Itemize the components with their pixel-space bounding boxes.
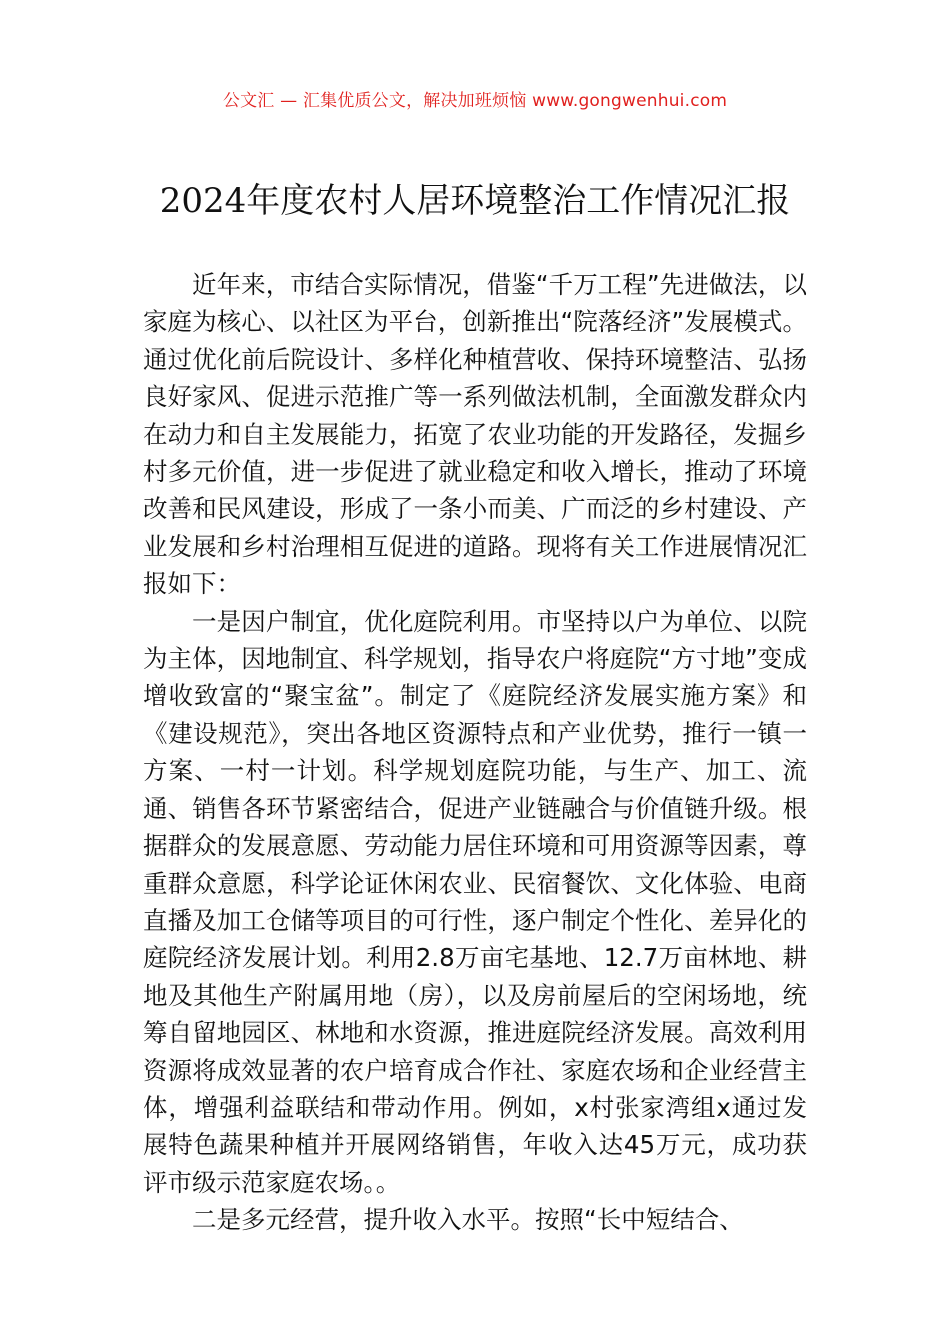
- body-paragraph-section-1: 一是因户制宜，优化庭院利用。市坚持以户为单位、以院为主体，因地制宜、科学规划，指导农户将庭院“方寸地”变成增收致富的“聚宝盆”。制定了《庭院经济发展实施方案》和《建设规范》，突出各地区资源特点和产业优势，推行一镇一方案、一村一计划。科学规划庭院功能，与生产、加工、流通、销售各环节紧密结合，促进产业链融合与价值链升级。根据群众的发展意愿、劳动能力居住环境和可用资源等因素，尊重群众意愿，科学论证休闲农业、民宿餐饮、文化体验、电商直播及加工仓储等项目的可行性，逐户制定个性化、差异化的庭院经济发展计划。利用2.8万亩宅基地、12.7万亩林地、耕地及其他生产附属用地（房），以及房前屋后的空闲场地，统筹自留地园区、林地和水资源，推进庭院经济发展。高效利用资源将成效显著的农户培育成合作社、家庭农场和企业经营主体，增强利益联结和带动作用。例如，x村张家湾组x通过发展特色蔬果种植并开展网络销售，年收入达45万元，成功获评市级示范家庭农场。。: [143, 606, 807, 1197]
- body-paragraph-intro: 近年来，市结合实际情况，借鉴“千万工程”先进做法，以家庭为核心、以社区为平台，创新推出“院落经济”发展模式。通过优化前后院设计、多样化种植营收、保持环境整洁、弘扬良好家风、促进示范推广等一系列做法机制，全面激发群众内在动力和自主发展能力，拓宽了农业功能的开发路径，发掘乡村多元价值，进一步促进了就业稳定和收入增长，推动了环境改善和民风建设，形成了一条小而美、广而泛的乡村建设、产业发展和乡村治理相互促进的道路。现将有关工作进展情况汇报如下：: [143, 270, 807, 599]
- body-paragraph-section-2: 二是多元经营，提升收入水平。按照“长中短结合、: [192, 1205, 744, 1235]
- document-title: 2024年度农村人居环境整治工作情况汇报: [159, 181, 791, 221]
- document-body: [143, 266, 807, 1239]
- header-banner: 公文汇 — 汇集优质公文，解决加班烦恼 www.gongwenhui.com: [222, 91, 728, 111]
